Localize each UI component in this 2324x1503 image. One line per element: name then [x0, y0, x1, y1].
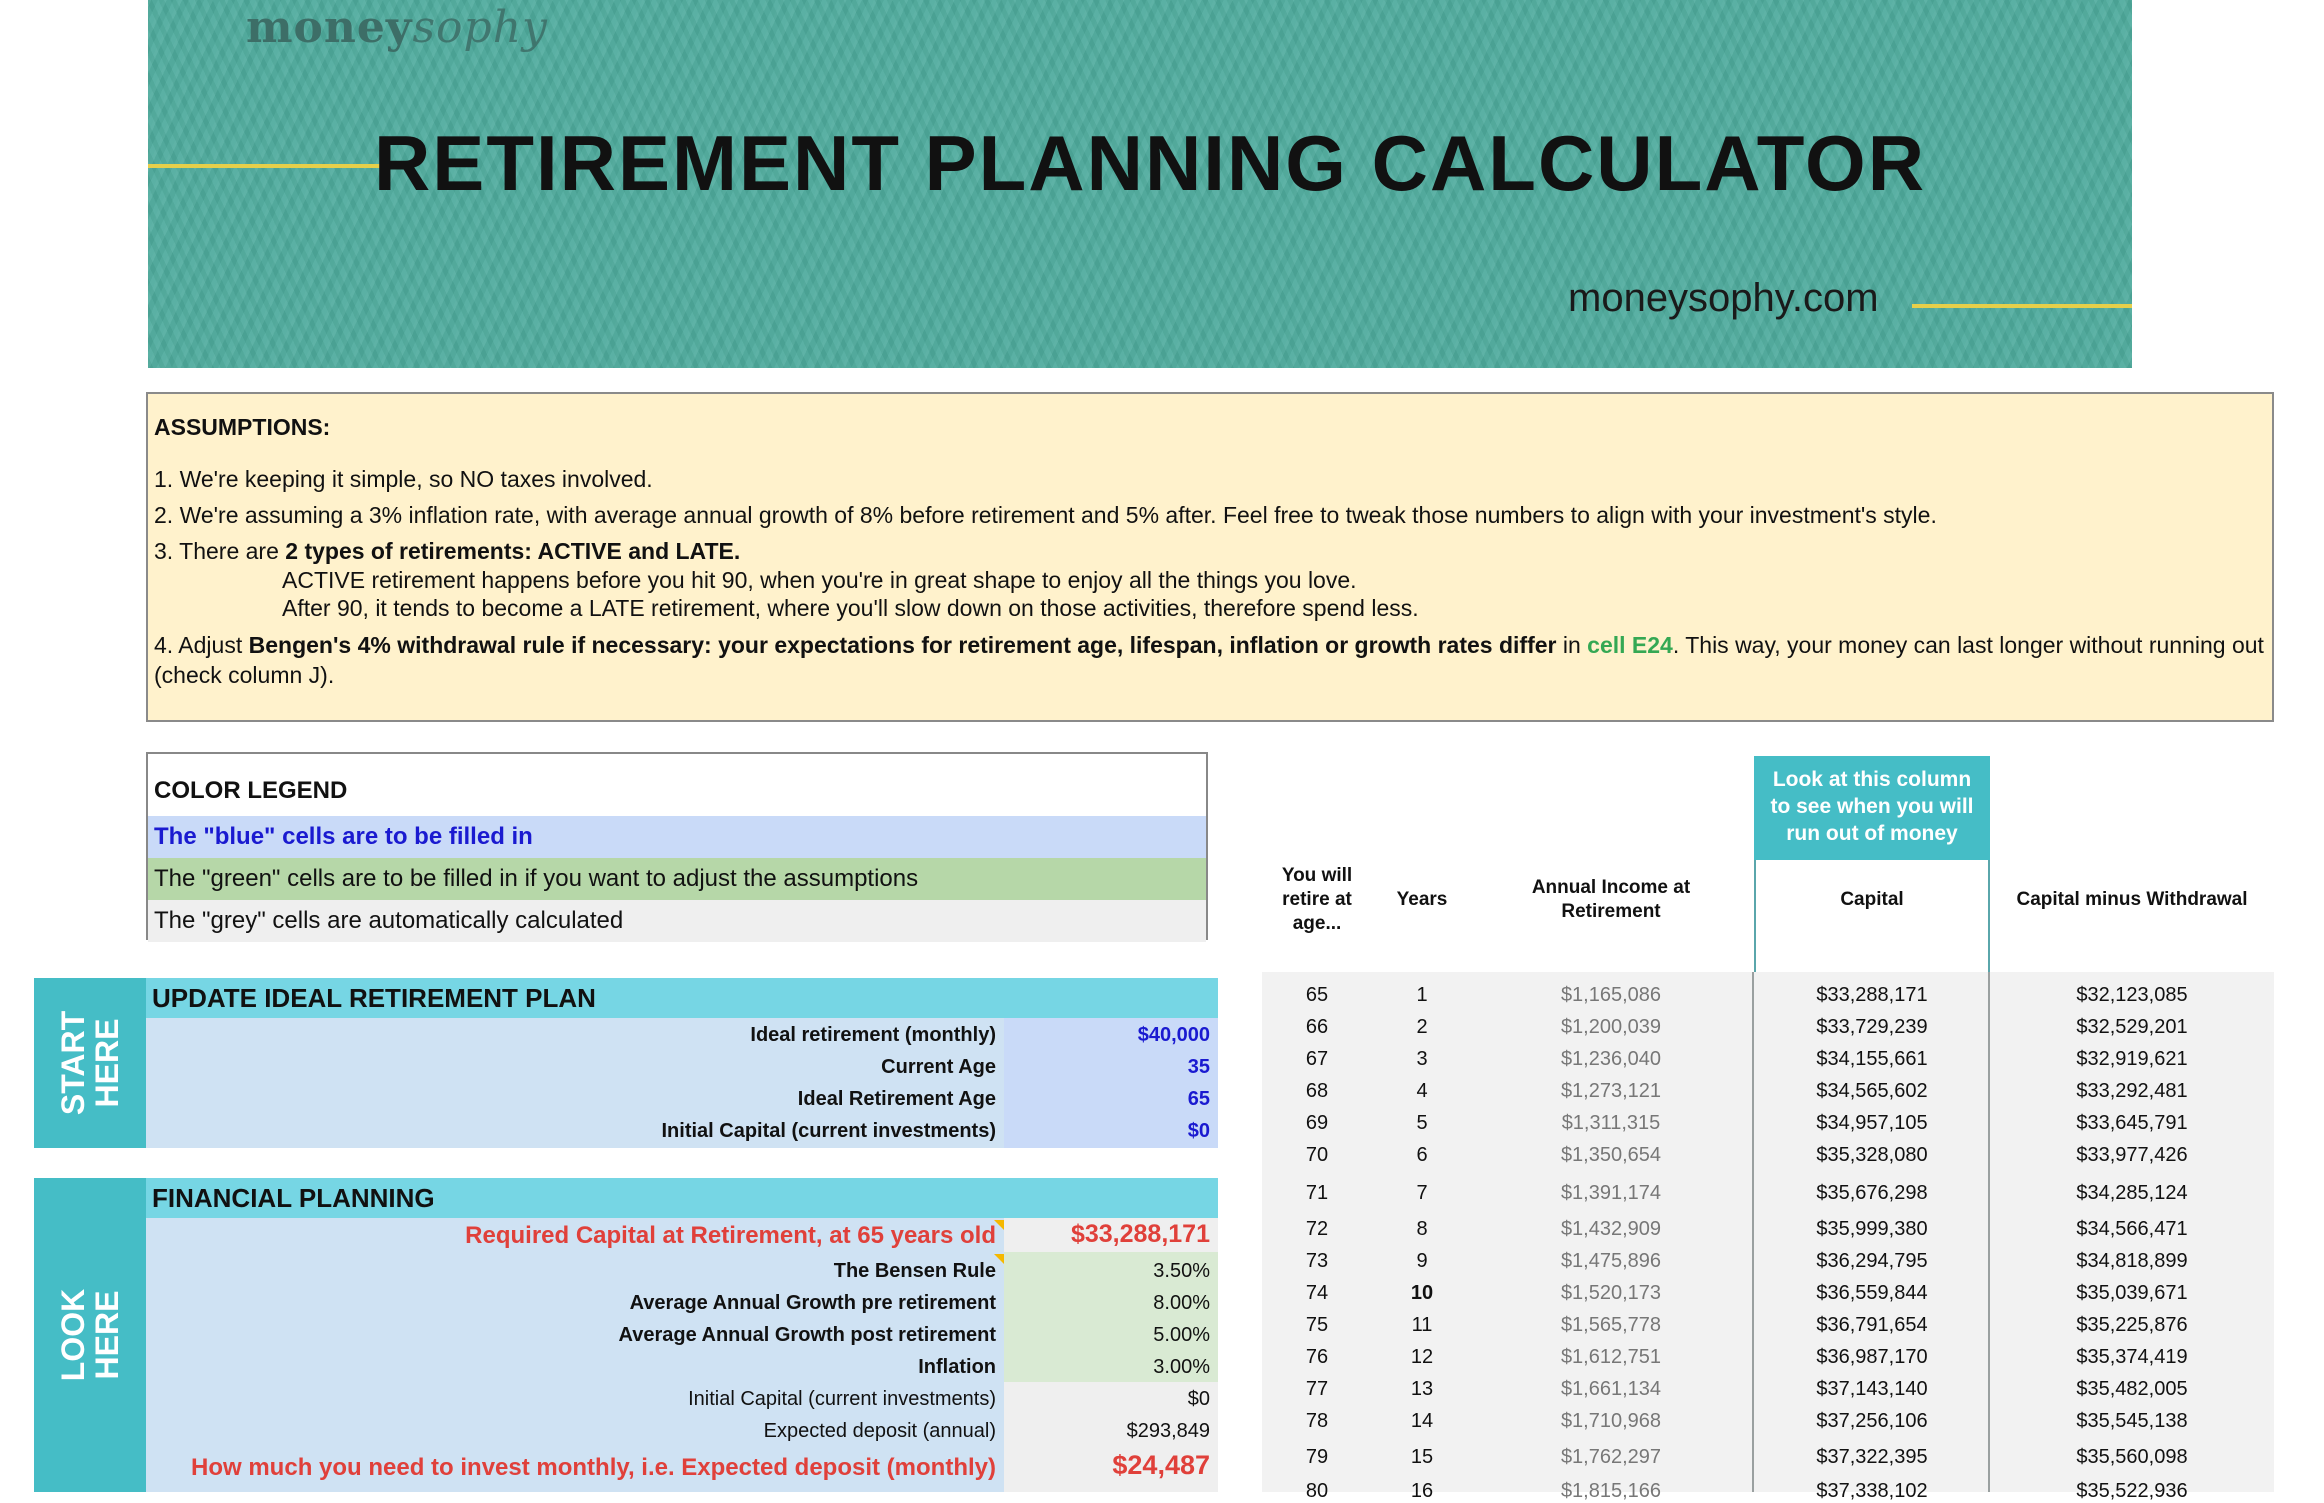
- site-url: moneysophy.com: [1568, 276, 1879, 320]
- retire-age-cell: 65: [1305, 984, 1329, 1006]
- initial-capital-label: Initial Capital (current investments): [661, 1120, 996, 1142]
- years-cell: 9: [1416, 1250, 1428, 1272]
- inflation-input[interactable]: 3.00%: [1153, 1356, 1210, 1378]
- years-cell: 14: [1410, 1410, 1434, 1432]
- look-here-label: LOOK HERE: [34, 1178, 146, 1492]
- initial-capital-calc-value: $0: [1187, 1388, 1210, 1410]
- capital-minus-cell: $33,645,791: [2076, 1112, 2188, 1134]
- capital-cell: $37,256,106: [1816, 1410, 1928, 1432]
- header-banner: [148, 0, 2132, 368]
- header-annual-income: Annual Income at Retirement: [1531, 877, 1691, 922]
- years-cell: 8: [1416, 1218, 1428, 1240]
- capital-minus-cell: $33,292,481: [2076, 1080, 2188, 1102]
- years-cell: 1: [1416, 984, 1428, 1006]
- years-cell: 2: [1416, 1016, 1428, 1038]
- expected-deposit-annual-value: $293,849: [1126, 1420, 1210, 1442]
- legend-heading: COLOR LEGEND: [154, 777, 348, 804]
- capital-cell: $33,288,171: [1816, 984, 1928, 1006]
- capital-cell: $34,155,661: [1816, 1048, 1928, 1070]
- annual-income-cell: $1,236,040: [1560, 1048, 1662, 1070]
- assumption-4: 4. Adjust Bengen's 4% withdrawal rule if necessary: your expectations for retirement age, lifespan, inflation or growth rates differ in cell E24. This way, your money can last longer without running out (check column J).: [154, 632, 2264, 688]
- capital-cell: $36,559,844: [1816, 1282, 1928, 1304]
- monthly-deposit-label: How much you need to invest monthly, i.e. Expected deposit (monthly): [191, 1454, 996, 1481]
- capital-cell: $33,729,239: [1816, 1016, 1928, 1038]
- header-capital-minus: Capital minus Withdrawal: [2016, 889, 2248, 910]
- capital-minus-cell: $34,818,899: [2076, 1250, 2188, 1272]
- ideal-retirement-input[interactable]: $40,000: [1137, 1024, 1210, 1046]
- capital-cell: $37,143,140: [1816, 1378, 1928, 1400]
- retire-age-cell: 75: [1305, 1314, 1329, 1336]
- current-age-input[interactable]: 35: [1187, 1056, 1210, 1078]
- capital-minus-cell: $35,374,419: [2076, 1346, 2188, 1368]
- capital-minus-cell: $34,566,471: [2076, 1218, 2188, 1240]
- annual-income-cell: $1,565,778: [1560, 1314, 1662, 1336]
- assumption-1: 1. We're keeping it simple, so NO taxes involved.: [154, 466, 653, 492]
- retire-age-cell: 71: [1305, 1182, 1329, 1204]
- bensen-rule-input[interactable]: 3.50%: [1153, 1260, 1210, 1282]
- retire-age-cell: 76: [1305, 1346, 1329, 1368]
- capital-minus-cell: $35,560,098: [2076, 1446, 2188, 1468]
- capital-minus-cell: $35,482,005: [2076, 1378, 2188, 1400]
- capital-cell: $34,957,105: [1816, 1112, 1928, 1134]
- bensen-rule-label: The Bensen Rule: [833, 1260, 996, 1282]
- capital-minus-cell: $32,919,621: [2076, 1048, 2188, 1070]
- years-cell: 10: [1410, 1282, 1434, 1304]
- years-cell: 11: [1411, 1314, 1433, 1336]
- capital-cell: $36,294,795: [1816, 1250, 1928, 1272]
- annual-income-cell: $1,612,751: [1560, 1346, 1662, 1368]
- decorative-line-right: [1912, 304, 2132, 308]
- expected-deposit-annual-label: Expected deposit (annual): [763, 1420, 996, 1442]
- initial-capital-input[interactable]: $0: [1187, 1120, 1210, 1142]
- assumption-3: 3. There are 2 types of retirements: ACTIVE and LATE.: [154, 538, 741, 564]
- legend-green: The "green" cells are to be filled in if you want to adjust the assumptions: [148, 858, 1206, 900]
- assumptions-box: [146, 392, 2274, 722]
- annual-income-cell: $1,311,315: [1561, 1112, 1661, 1134]
- retirement-age-label: Ideal Retirement Age: [797, 1088, 996, 1110]
- growth-post-label: Average Annual Growth post retirement: [618, 1324, 996, 1346]
- years-cell: 16: [1410, 1480, 1434, 1502]
- start-here-label: START HERE: [34, 978, 146, 1148]
- growth-pre-label: Average Annual Growth pre retirement: [629, 1292, 996, 1314]
- capital-cell: $35,328,080: [1816, 1144, 1928, 1166]
- capital-cell: $36,987,170: [1816, 1346, 1928, 1368]
- years-cell: 6: [1416, 1144, 1428, 1166]
- inflation-label: Inflation: [918, 1356, 996, 1378]
- capital-minus-cell: $33,977,426: [2076, 1144, 2188, 1166]
- projection-table-body: [1262, 972, 2274, 1492]
- assumption-2: 2. We're assuming a 3% inflation rate, with average annual growth of 8% before retirement and 5% after. Feel free to tweak those numbers to align with your investment's style.: [154, 502, 1937, 528]
- legend-grey: The "grey" cells are automatically calculated: [148, 900, 1206, 942]
- column-divider: [1988, 972, 1990, 1492]
- planning-section-heading: FINANCIAL PLANNING: [146, 1178, 1218, 1218]
- capital-cell: $37,322,395: [1816, 1446, 1928, 1468]
- annual-income-cell: $1,710,968: [1560, 1410, 1662, 1432]
- assumption-3b: After 90, it tends to become a LATE retirement, where you'll slow down on those activities, therefore spend less.: [282, 595, 1419, 621]
- column-divider: [1752, 972, 1754, 1492]
- retire-age-cell: 67: [1305, 1048, 1329, 1070]
- annual-income-cell: $1,391,174: [1560, 1182, 1662, 1204]
- annual-income-cell: $1,200,039: [1560, 1016, 1662, 1038]
- capital-cell: $36,791,654: [1816, 1314, 1928, 1336]
- retire-age-cell: 66: [1305, 1016, 1329, 1038]
- capital-minus-cell: $32,123,085: [2076, 984, 2188, 1006]
- retire-age-cell: 69: [1305, 1112, 1329, 1134]
- callout-header: Look at this column to see when you will run out of money: [1754, 756, 1990, 860]
- annual-income-cell: $1,762,297: [1560, 1446, 1662, 1468]
- retirement-age-input[interactable]: 65: [1187, 1088, 1210, 1110]
- years-cell: 3: [1416, 1048, 1428, 1070]
- annual-income-cell: $1,520,173: [1560, 1282, 1662, 1304]
- years-cell: 15: [1410, 1446, 1434, 1468]
- retire-age-cell: 78: [1305, 1410, 1329, 1432]
- capital-minus-cell: $32,529,201: [2076, 1016, 2188, 1038]
- start-section-heading: UPDATE IDEAL RETIREMENT PLAN: [146, 978, 1218, 1018]
- years-cell: 13: [1410, 1378, 1434, 1400]
- ideal-retirement-label: Ideal retirement (monthly): [750, 1024, 996, 1046]
- annual-income-cell: $1,432,909: [1560, 1218, 1662, 1240]
- retire-age-cell: 79: [1305, 1446, 1329, 1468]
- capital-cell: $37,338,102: [1816, 1480, 1928, 1502]
- capital-minus-cell: $35,039,671: [2076, 1282, 2188, 1304]
- cell-reference-link: cell E24: [1587, 632, 1673, 658]
- assumptions-heading: ASSUMPTIONS:: [154, 414, 331, 440]
- legend-blue: The "blue" cells are to be filled in: [148, 816, 1206, 858]
- annual-income-cell: $1,661,134: [1560, 1378, 1662, 1400]
- required-capital-value: $33,288,171: [1070, 1220, 1210, 1248]
- current-age-label: Current Age: [881, 1056, 996, 1078]
- capital-cell: $35,999,380: [1816, 1218, 1928, 1240]
- color-legend: [146, 752, 1208, 940]
- retire-age-cell: 80: [1305, 1480, 1329, 1502]
- required-capital-label: Required Capital at Retirement, at 65 years old: [465, 1222, 996, 1249]
- capital-minus-cell: $35,225,876: [2076, 1314, 2188, 1336]
- growth-post-input[interactable]: 5.00%: [1153, 1324, 1210, 1346]
- capital-cell: $34,565,602: [1816, 1080, 1928, 1102]
- logo: moneysophy: [246, 2, 548, 53]
- header-capital: Capital: [1840, 889, 1904, 910]
- years-cell: 7: [1416, 1182, 1428, 1204]
- annual-income-cell: $1,350,654: [1560, 1144, 1662, 1166]
- years-cell: 12: [1410, 1346, 1434, 1368]
- initial-capital-calc-label: Initial Capital (current investments): [688, 1388, 996, 1410]
- capital-minus-cell: $35,522,936: [2076, 1480, 2188, 1502]
- annual-income-cell: $1,475,896: [1560, 1250, 1662, 1272]
- retire-age-cell: 70: [1305, 1144, 1329, 1166]
- retire-age-cell: 72: [1305, 1218, 1329, 1240]
- capital-minus-cell: $35,545,138: [2076, 1410, 2188, 1432]
- annual-income-cell: $1,273,121: [1560, 1080, 1662, 1102]
- retire-age-cell: 74: [1305, 1282, 1329, 1304]
- retire-age-cell: 68: [1305, 1080, 1329, 1102]
- annual-income-cell: $1,165,086: [1560, 984, 1662, 1006]
- monthly-deposit-value: $24,487: [1112, 1450, 1210, 1480]
- years-cell: 4: [1416, 1080, 1428, 1102]
- header-retire-age: You will retire at age...: [1281, 865, 1353, 934]
- annual-income-cell: $1,815,166: [1560, 1480, 1662, 1502]
- header-years: Years: [1396, 889, 1448, 910]
- growth-pre-input[interactable]: 8.00%: [1153, 1292, 1210, 1314]
- assumption-3a: ACTIVE retirement happens before you hit 90, when you're in great shape to enjoy all the things you love.: [282, 567, 1357, 593]
- years-cell: 5: [1416, 1112, 1428, 1134]
- page-title: RETIREMENT PLANNING CALCULATOR: [373, 119, 1927, 207]
- capital-cell: $35,676,298: [1816, 1182, 1928, 1204]
- capital-minus-cell: $34,285,124: [2076, 1182, 2188, 1204]
- retire-age-cell: 73: [1305, 1250, 1329, 1272]
- retire-age-cell: 77: [1305, 1378, 1329, 1400]
